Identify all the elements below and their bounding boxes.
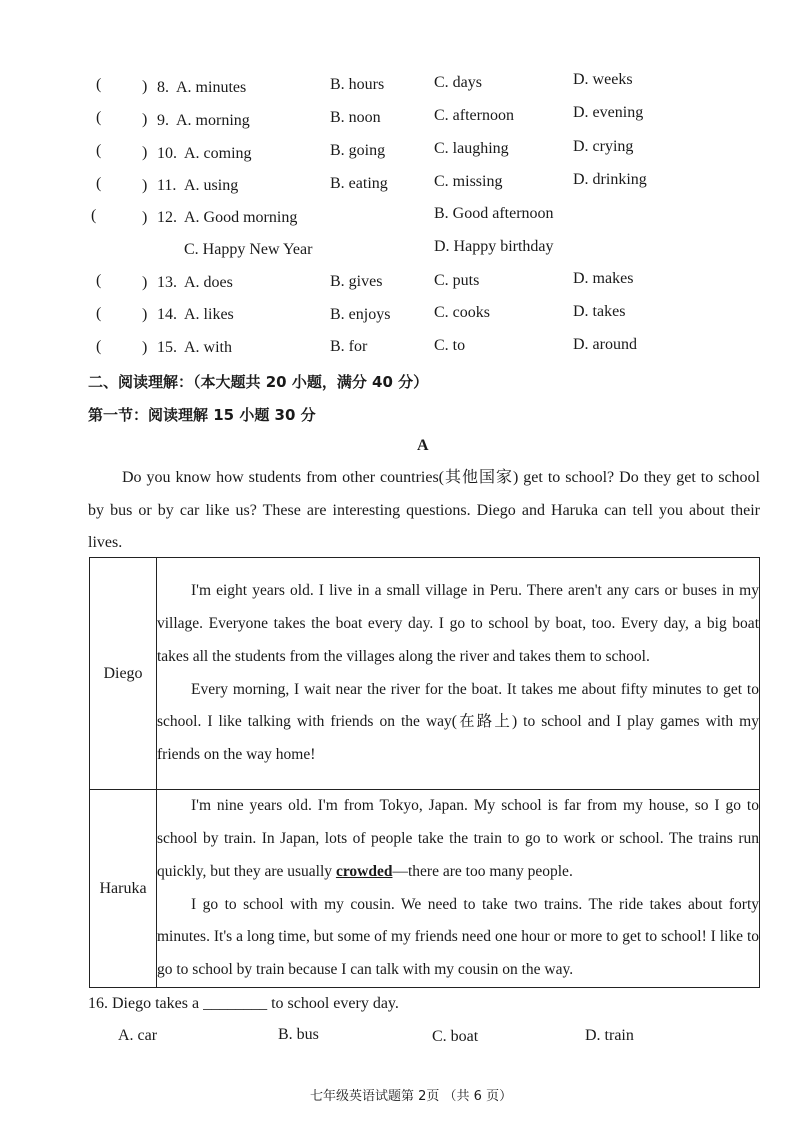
option-a: A. does	[184, 274, 233, 291]
question-number: 13.	[157, 274, 177, 291]
answer-blank-close: )	[142, 144, 148, 161]
option-d: D. train	[585, 1027, 634, 1044]
option-a-text: A. minutes	[176, 79, 247, 96]
option-c: C. boat	[432, 1028, 479, 1045]
question-number: 9.	[157, 112, 169, 129]
lives-table	[89, 557, 760, 988]
answer-blank-open: (	[96, 272, 102, 289]
row-label: Diego	[90, 558, 157, 790]
option-d: D. takes	[573, 303, 626, 320]
option-c: C. cooks	[434, 304, 490, 321]
paragraph: I go to school with my cousin. We need to take two trains. The ride takes about forty minutes. It's a long time, but some of my friends need one hour or more to get to school! I like to go to school by train because I can talk with my cousin on the way.	[157, 895, 759, 978]
question-number: 14.	[157, 306, 177, 323]
page-footer: 七年级英语试题第 2页 （共 6 页）	[310, 1089, 513, 1104]
option-b: B. noon	[330, 109, 381, 126]
answer-blank-open: (	[96, 305, 102, 322]
text: I'm nine years old. I'm from Tokyo, Japan. My school is far from my house, so I go to school by train. In Japan, lots of people take the train to go to work or school. The trains run quickly, but they are usually	[157, 797, 759, 880]
answer-blank-close: )	[142, 111, 148, 128]
option-c: C. Happy New Year	[184, 241, 313, 258]
row-content	[157, 558, 760, 790]
paragraph	[157, 790, 759, 888]
answer-blank-open: (	[91, 207, 97, 224]
answer-blank-open: (	[96, 109, 102, 126]
option-d: D. Happy birthday	[434, 238, 554, 255]
question-number: 11.	[157, 177, 177, 194]
paragraph: I'm eight years old. I live in a small village in Peru. There aren't any cars or buses in my village. Everyone takes the boat every day. I go to school by boat, too. Every day, a big boat takes all the students from the villages along the river and takes them to school.	[157, 582, 759, 665]
option-d: D. makes	[573, 270, 634, 287]
option-c: C. to	[434, 337, 466, 354]
option-b: B. hours	[330, 76, 385, 93]
option-c: C. laughing	[434, 140, 509, 157]
answer-blank-close: )	[142, 339, 148, 356]
question-stem: 16. Diego takes a ________ to school every day.	[88, 995, 399, 1012]
section-heading: 二、阅读理解：（本大题共 20 小题，满分 40 分）	[88, 373, 429, 391]
option-b: B. going	[330, 142, 386, 159]
option-a: A. coming	[184, 145, 252, 162]
answer-blank-open: (	[96, 76, 102, 93]
highlighted-word: crowded	[335, 862, 393, 880]
option-b: B. gives	[330, 273, 383, 290]
option-d: D. drinking	[573, 171, 647, 188]
option-d: D. weeks	[573, 71, 633, 88]
option-d: D. evening	[573, 104, 644, 121]
answer-blank-close: )	[142, 78, 148, 95]
answer-blank-close: )	[142, 274, 148, 291]
option-a: 8.	[157, 79, 169, 96]
option-a: A. likes	[184, 306, 234, 323]
answer-blank-open: (	[96, 175, 102, 192]
option-c: C. missing	[434, 173, 503, 190]
option-b: B. enjoys	[330, 306, 391, 323]
subsection-heading: 第一节：阅读理解 15 小题 30 分	[88, 406, 316, 424]
intro-text: Do you know how students from other countries(其他国家) get to school? Do they get to school by bus or by car like us? These are interesting questions. Diego and Haruka can tell you about their lives.	[88, 469, 760, 551]
answer-blank-open: (	[96, 142, 102, 159]
answer-blank-open: (	[96, 338, 102, 355]
paragraph: Every morning, I wait near the river for the boat. It takes me about fifty minutes to get to school. I like talking with friends on the way(在路上) to school and I play games with my friends on the way home!	[157, 680, 759, 763]
option-b: B. bus	[278, 1026, 319, 1043]
option-a: A. morning	[176, 112, 250, 129]
option-b: B. Good afternoon	[434, 205, 554, 222]
option-c: C. days	[434, 74, 482, 91]
row-content	[157, 790, 760, 988]
option-b: B. eating	[330, 175, 388, 192]
option-d: D. around	[573, 336, 637, 353]
option-a: A. with	[184, 339, 232, 356]
text: —there are too many people.	[392, 862, 573, 880]
answer-blank-close: )	[142, 177, 148, 194]
option-a: A. car	[118, 1027, 158, 1044]
question-number: 10.	[157, 145, 177, 162]
option-b: B. for	[330, 338, 368, 355]
option-a: A. using	[184, 177, 239, 194]
option-d: D. crying	[573, 138, 634, 155]
passage-title: A	[417, 437, 429, 454]
option-c: C. afternoon	[434, 107, 514, 124]
table-row-haruka	[90, 790, 760, 988]
row-label: Haruka	[90, 790, 157, 988]
answer-blank-close: )	[142, 209, 148, 226]
option-a: A. Good morning	[184, 209, 298, 226]
answer-blank-close: )	[142, 306, 148, 323]
table-row-diego	[90, 558, 760, 790]
question-number: 15.	[157, 339, 177, 356]
passage-intro	[88, 462, 760, 560]
question-number: 12.	[157, 209, 177, 226]
option-c: C. puts	[434, 272, 480, 289]
